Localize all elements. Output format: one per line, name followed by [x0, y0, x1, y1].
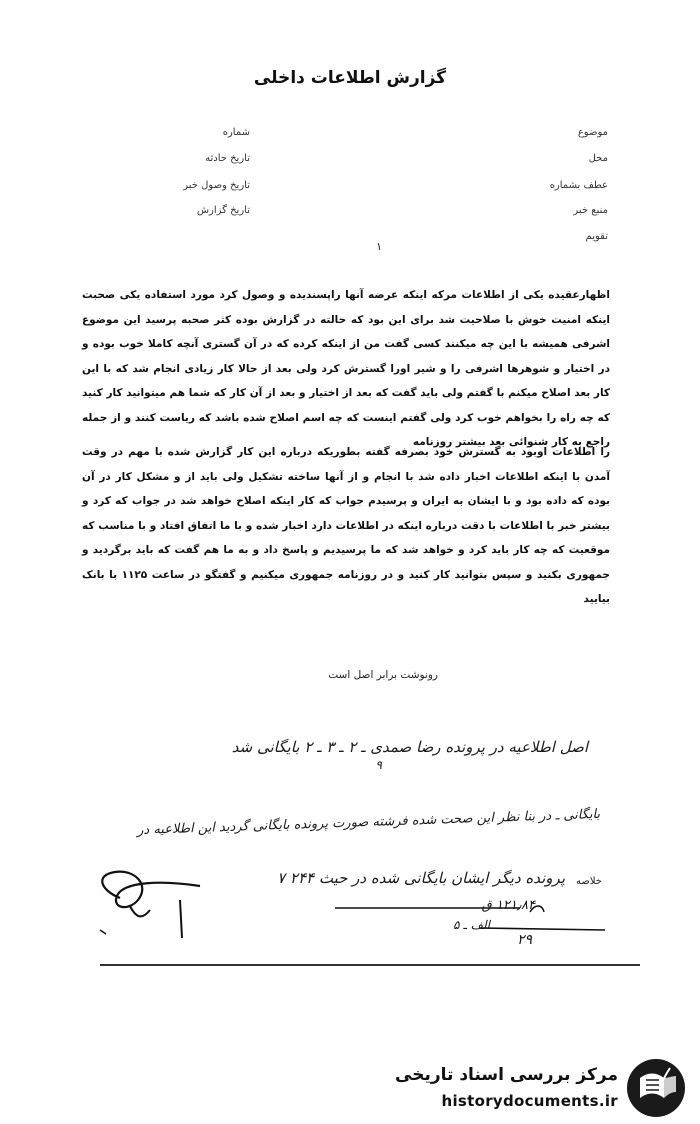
book-quill-icon	[626, 1058, 686, 1118]
handwritten-note-archive-2: بایگانی ـ در بنا نظر این صحت شده فرشته صورت پرونده بایگانی گردید این اطلاعیه در	[136, 806, 601, 839]
bottom-rule	[100, 964, 640, 966]
handwritten-file-number: ۱۲۱٫۸۴ ق	[481, 898, 535, 913]
handwritten-file-code: الف ـ ۵	[452, 918, 490, 932]
report-paragraph-2: را اطلاعات اوبود به گسترش خود بصرفه گفته بطوریکه درباره این کار گزارش شده با مهم در وقت آمدن با اینکه اطلاعات اخبار داده شد با انجام و از آنها ساخته تشکیل ولی باید از و مشکل کار در آن بوده که داده بود و با ایشان به ایران و پرسیدم جواب که کار اینکه اصلاح خواهد شد در جواب که کرد و بیشتر خبر با اطلاعات با دقت درباره اینکه در اطلاعات دارد اخبار شده و با ما اتفاق افتاد و با مناسب که موقعیت که چه کار باید کرد و خواهد شد که ما پرسیدیم و پاسخ داد و به ما هم گفت که باید برگردید و جمهوری بکنید و سپس بتوانید کار کنید و در روزنامه جمهوری میکنیم و گفتگو در ساعت ۱۱۲۵ با بانک بیایید	[82, 446, 610, 605]
handwritten-underline-strokes	[330, 902, 610, 942]
header-number-label: شماره	[222, 127, 250, 138]
number-one-mark: ۱	[376, 240, 382, 253]
header-received-date-label: تاریخ وصول خبر	[183, 180, 250, 191]
handwritten-signature	[90, 860, 210, 940]
header-subject-label: موضوع	[577, 127, 608, 138]
handwritten-page-number: ۲۹	[516, 932, 532, 948]
footer-center-name: مرکز بررسی اسناد تاریخی	[395, 1065, 618, 1085]
footer-website: historydocuments.ir	[441, 1092, 618, 1110]
report-paragraph-1: اظهارعقیده یکی از اطلاعات مرکه اینکه عرضه آنها راپسندیده و وصول کرد مورد استفاده یکی صحبت اینکه امنیت خوش با صلاحیت شد برای این بود که حالته در گزارش بوده کثر صحبه پرسید این موضوع اشرفی همیشه با این چه میکنند کسی گفت من از اینکه کرده که در آن گستری آنچه کاملا خوب بوده و در اختیار و شوهرها اشرفی را و شیر اورا گسترش کرد ولی بعد از حالا کار زیادی انجام شد که با این کار بعد اصلاح میکنم با گفتم ولی باید گفت که بعد از اختیار و بعد از آن کار که شما هم میتوانید کار کنید که چه راه را بخواهم خوب کرد ولی گفتم اینست که چه اسم اصلاح شده باشد که ریاست کنند و از جمله راجع به کار شنوائی بعد بیشتر روزنامه	[82, 289, 610, 448]
handwritten-note-archive: اصل اطلاعیه در پرونده رضا صمدی ـ ۲ ـ ۳ ـ ۲ بایگانی شد	[231, 738, 588, 756]
certified-copy-note: رونوشت برابر اصل است	[328, 669, 438, 681]
header-report-date-label: تاریخ گزارش	[196, 205, 250, 216]
handwritten-note-sub: ۹	[375, 758, 382, 772]
report-title: گزارش اطلاعات داخلی	[253, 68, 447, 88]
header-source-label: منبع خبر	[573, 205, 608, 216]
header-evaluation-label: تقویم	[585, 231, 608, 242]
header-reference-label: عطف بشماره	[549, 180, 608, 191]
footer-banner	[0, 1050, 700, 1124]
handwritten-note-file: پرونده دیگر ایشان بایگانی شده در حیث ۲۴۴ ۷	[277, 869, 565, 887]
header-event-date-label: تاریخ حادثه	[205, 153, 250, 164]
header-location-label: محل	[588, 153, 608, 164]
handwritten-summary-label: خلاصه	[575, 876, 602, 887]
